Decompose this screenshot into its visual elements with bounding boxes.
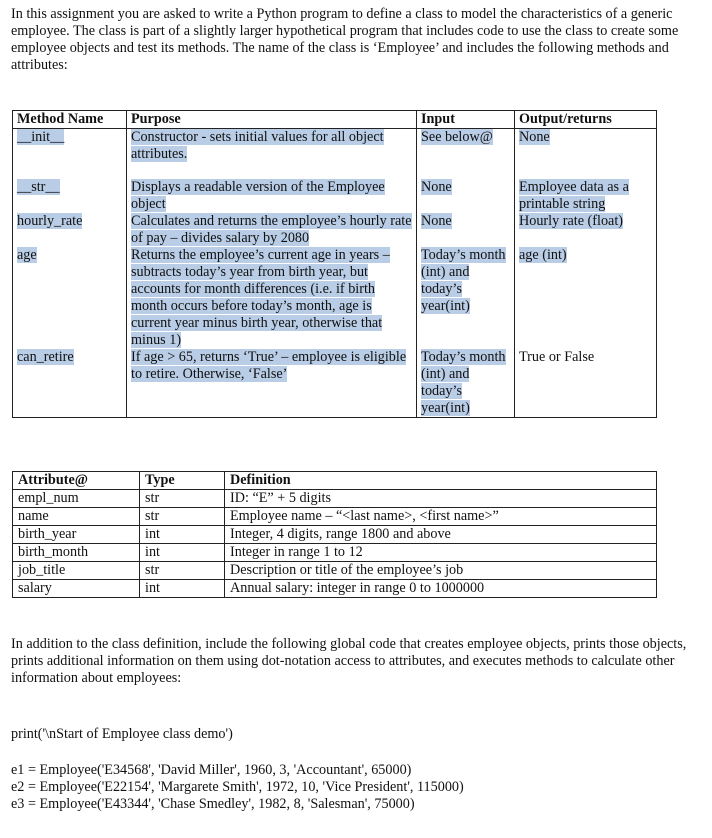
attribute-name-cell: birth_month <box>13 544 140 562</box>
methods-table <box>12 110 657 418</box>
method-input-cell: None <box>417 213 515 247</box>
method-purpose-cell: Calculates and returns the employee’s hourly rate of pay – divides salary by 2080 <box>127 213 417 247</box>
attribute-definition-cell: ID: “E” + 5 digits <box>225 490 657 508</box>
attributes-header-row <box>13 472 657 490</box>
code-line: e3 = Employee('E43344', 'Chase Smedley', 1982, 8, 'Salesman', 75000) <box>11 796 415 812</box>
method-name-cell: age <box>13 247 127 349</box>
code-line: print('\nStart of Employee class demo') <box>11 726 233 742</box>
attribute-definition-cell: Integer, 4 digits, range 1800 and above <box>225 526 657 544</box>
method-output-cell: True or False <box>515 349 657 418</box>
method-row <box>13 129 657 180</box>
header-type: Type <box>140 472 225 490</box>
attribute-row <box>13 544 657 562</box>
header-definition: Definition <box>225 472 657 490</box>
attribute-type-cell: str <box>140 562 225 580</box>
attribute-name-cell: salary <box>13 580 140 598</box>
method-name-cell: __init__ <box>13 129 127 180</box>
method-purpose-cell: Displays a readable version of the Employee object <box>127 179 417 213</box>
method-row <box>13 349 657 418</box>
attribute-definition-cell: Integer in range 1 to 12 <box>225 544 657 562</box>
method-row <box>13 247 657 349</box>
attribute-row <box>13 508 657 526</box>
attribute-definition-cell: Employee name – “<last name>, <first name>” <box>225 508 657 526</box>
attribute-type-cell: str <box>140 508 225 526</box>
attribute-type-cell: int <box>140 526 225 544</box>
method-output-cell: None <box>515 129 657 180</box>
header-method-name: Method Name <box>13 111 127 129</box>
method-input-cell: Today’s month (int) and today’s year(int) <box>417 349 515 418</box>
attribute-name-cell: name <box>13 508 140 526</box>
header-attribute: Attribute@ <box>13 472 140 490</box>
attribute-row <box>13 526 657 544</box>
attribute-definition-cell: Description or title of the employee’s job <box>225 562 657 580</box>
attribute-name-cell: empl_num <box>13 490 140 508</box>
method-purpose-cell: Returns the employee’s current age in years – subtracts today’s year from birth year, but accounts for month differences (i.e. if birth month occurs before today’s month, age is current year minus birth year, otherwise that minus 1) <box>127 247 417 349</box>
method-output-cell: age (int) <box>515 247 657 349</box>
method-name-cell: can_retire <box>13 349 127 418</box>
addition-paragraph: In addition to the class definition, include the following global code that creates employee objects, prints those objects, prints additional information on them using dot-notation access to attributes, and executes methods to calculate other information about employees: <box>11 636 687 686</box>
code-line: e1 = Employee('E34568', 'David Miller', 1960, 3, 'Accountant', 65000) <box>11 762 412 778</box>
attribute-row <box>13 580 657 598</box>
method-output-cell: Employee data as a printable string <box>515 179 657 213</box>
method-purpose-cell: Constructor - sets initial values for all object attributes. <box>127 129 417 180</box>
attribute-type-cell: int <box>140 580 225 598</box>
method-purpose-cell: If age > 65, returns ‘True’ – employee is eligible to retire. Otherwise, ‘False’ <box>127 349 417 418</box>
attributes-table <box>12 471 657 598</box>
method-input-cell: Today’s month (int) and today’s year(int) <box>417 247 515 349</box>
attribute-row <box>13 490 657 508</box>
attribute-row <box>13 562 657 580</box>
attribute-name-cell: birth_year <box>13 526 140 544</box>
header-purpose: Purpose <box>127 111 417 129</box>
code-line: e2 = Employee('E22154', 'Margarete Smith', 1972, 10, 'Vice President', 115000) <box>11 779 464 795</box>
header-output: Output/returns <box>515 111 657 129</box>
header-input: Input <box>417 111 515 129</box>
method-row <box>13 179 657 213</box>
method-output-cell: Hourly rate (float) <box>515 213 657 247</box>
method-name-cell: hourly_rate <box>13 213 127 247</box>
method-name-cell: __str__ <box>13 179 127 213</box>
attribute-type-cell: int <box>140 544 225 562</box>
method-input-cell: None <box>417 179 515 213</box>
method-row <box>13 213 657 247</box>
intro-paragraph: In this assignment you are asked to write a Python program to define a class to model the characteristics of a generic employee. The class is part of a slightly larger hypothetical program that includes code to use the class to create some employee objects and test its methods. The name of the class is ‘Employee’ and includes the following methods and attributes: <box>11 6 679 73</box>
methods-header-row <box>13 111 657 129</box>
attribute-definition-cell: Annual salary: integer in range 0 to 1000000 <box>225 580 657 598</box>
attribute-name-cell: job_title <box>13 562 140 580</box>
method-input-cell: See below@ <box>417 129 515 180</box>
attribute-type-cell: str <box>140 490 225 508</box>
